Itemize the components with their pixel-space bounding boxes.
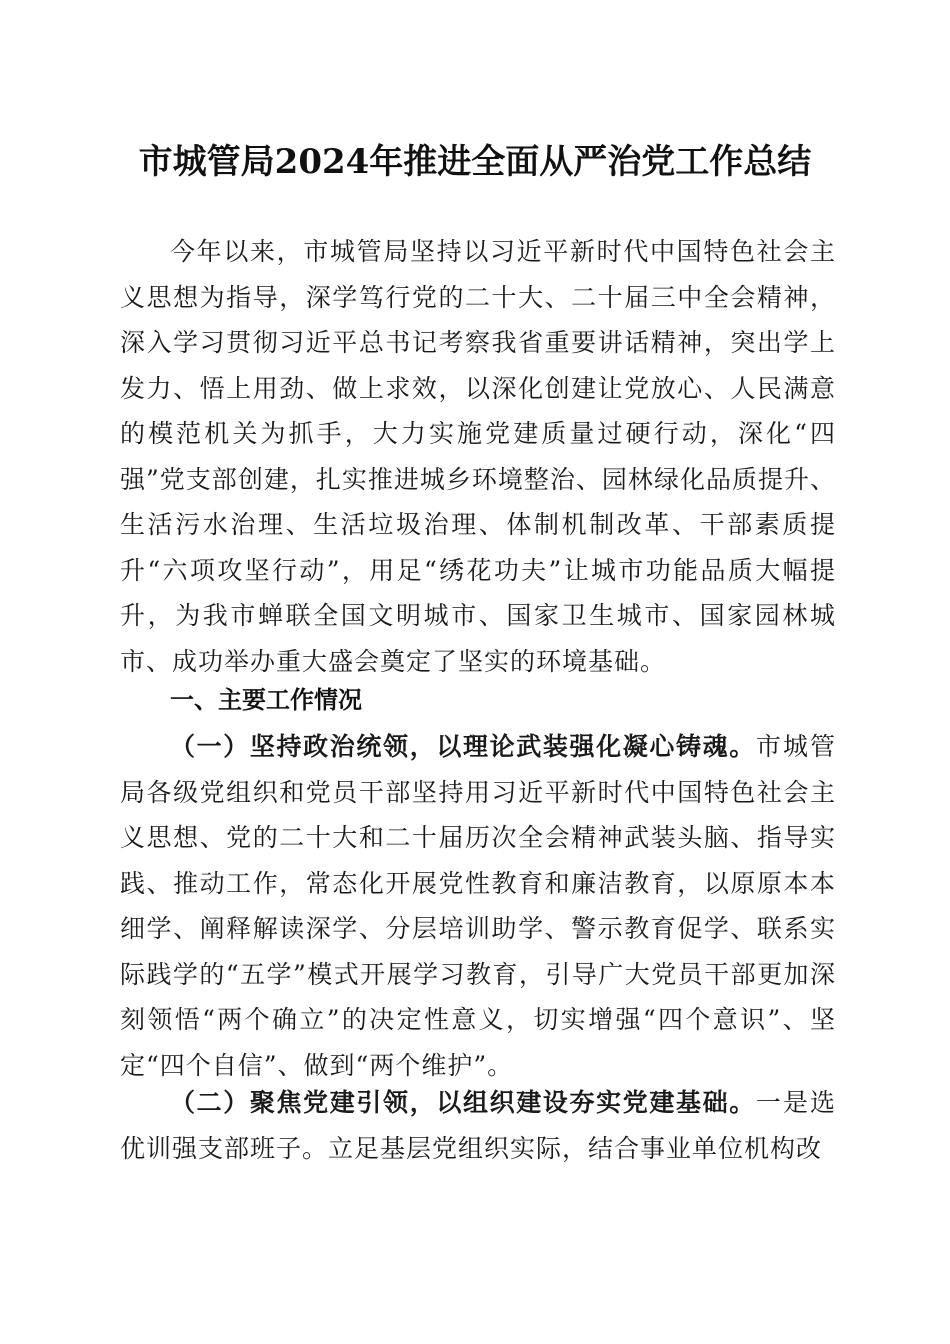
subsection-1-paragraph [120, 724, 836, 1088]
subsection-2-body: 一是选优训强支部班子。立足基层党组织实际，结合事业单位机构改 [120, 1088, 836, 1163]
section-heading-main-work: 一、主要工作情况 [170, 686, 362, 714]
subsection-2-heading: （二）聚焦党建引领，以组织建设夯实党建基础。 [170, 1088, 756, 1117]
subsection-2-paragraph [120, 1080, 836, 1171]
intro-paragraph: 今年以来，市城管局坚持以习近平新时代中国特色社会主义思想为指导，深学笃行党的二十大、二十届三中全会精神，深入学习贯彻习近平总书记考察我省重要讲话精神，突出学上发力、悟上用劲、做上求效，以深化创建让党放心、人民满意的模范机关为抓手，大力实施党建质量过硬行动，深化“四强”党支部创建，扎实推进城乡环境整治、园林绿化品质提升、生活污水治理、生活垃圾治理、体制机制改革、干部素质提升“六项攻坚行动”，用足“绣花功夫”让城市功能品质大幅提升，为我市蝉联全国文明城市、国家卫生城市、国家园林城市、成功举办重大盛会奠定了坚实的环境基础。 [120, 237, 836, 676]
subsection-1-body: 市城管局各级党组织和党员干部坚持用习近平新时代中国特色社会主义思想、党的二十大和二十届历次全会精神武装头脑、指导实践、推动工作，常态化开展党性教育和廉洁教育，以原原本本细学、阐释解读深学、分层培训助学、警示教育促学、联系实际践学的“五学”模式开展学习教育，引导广大党员干部更加深刻领悟“两个确立”的决定性意义，切实增强“四个意识”、坚定“四个自信”、做到“两个维护”。 [120, 732, 836, 1080]
subsection-1-heading: （一）坚持政治统领，以理论武装强化凝心铸魂。 [170, 732, 756, 761]
document-title: 市城管局2024年推进全面从严治党工作总结 [138, 142, 812, 182]
